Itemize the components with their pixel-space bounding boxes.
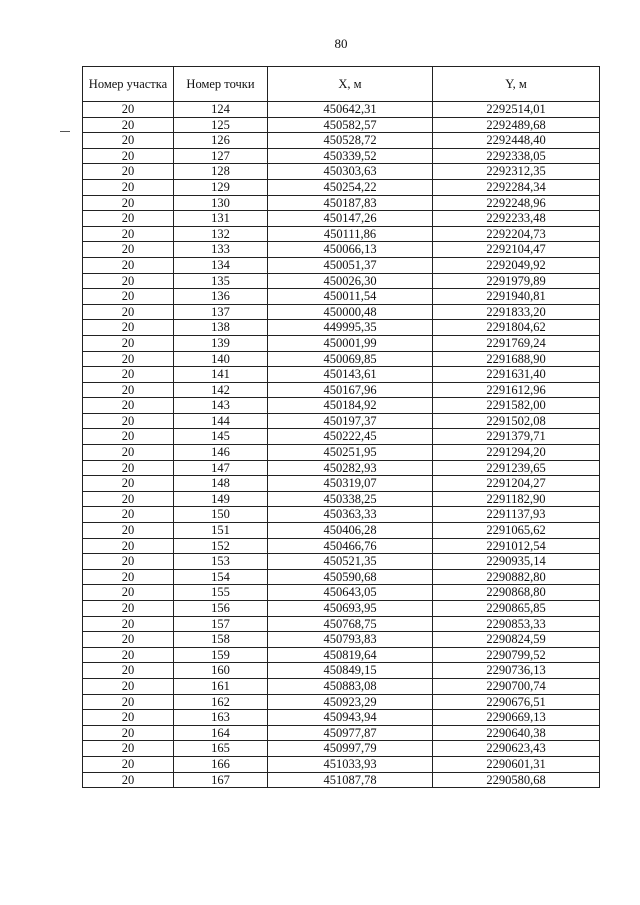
cell-y-coordinate: 2290853,33 — [433, 616, 600, 632]
cell-y-coordinate: 2291239,65 — [433, 460, 600, 476]
cell-plot-number: 20 — [83, 195, 174, 211]
cell-point-number: 165 — [174, 741, 268, 757]
cell-x-coordinate: 450026,30 — [268, 273, 433, 289]
cell-x-coordinate: 450819,64 — [268, 647, 433, 663]
cell-y-coordinate: 2291502,08 — [433, 413, 600, 429]
table-row — [83, 678, 600, 694]
page-number: 80 — [334, 36, 348, 51]
cell-point-number: 126 — [174, 133, 268, 149]
cell-point-number: 141 — [174, 367, 268, 383]
table-row — [83, 351, 600, 367]
cell-plot-number: 20 — [83, 320, 174, 336]
cell-plot-number: 20 — [83, 413, 174, 429]
cell-x-coordinate: 450590,68 — [268, 569, 433, 585]
cell-plot-number: 20 — [83, 460, 174, 476]
cell-plot-number: 20 — [83, 476, 174, 492]
cell-y-coordinate: 2292284,34 — [433, 179, 600, 195]
cell-point-number: 125 — [174, 117, 268, 133]
coordinates-table — [82, 66, 600, 788]
cell-plot-number: 20 — [83, 601, 174, 617]
cell-plot-number: 20 — [83, 616, 174, 632]
cell-y-coordinate: 2290640,38 — [433, 725, 600, 741]
cell-plot-number: 20 — [83, 367, 174, 383]
cell-plot-number: 20 — [83, 725, 174, 741]
cell-plot-number: 20 — [83, 756, 174, 772]
cell-plot-number: 20 — [83, 491, 174, 507]
cell-y-coordinate: 2290669,13 — [433, 710, 600, 726]
cell-point-number: 133 — [174, 242, 268, 258]
table-row — [83, 476, 600, 492]
cell-plot-number: 20 — [83, 148, 174, 164]
cell-x-coordinate: 450251,95 — [268, 445, 433, 461]
cell-point-number: 153 — [174, 554, 268, 570]
cell-y-coordinate: 2291137,93 — [433, 507, 600, 523]
cell-x-coordinate: 450069,85 — [268, 351, 433, 367]
cell-x-coordinate: 451033,93 — [268, 756, 433, 772]
table-row — [83, 398, 600, 414]
cell-x-coordinate: 450111,86 — [268, 226, 433, 242]
cell-y-coordinate: 2292049,92 — [433, 257, 600, 273]
table-row — [83, 554, 600, 570]
cell-x-coordinate: 450768,75 — [268, 616, 433, 632]
cell-plot-number: 20 — [83, 273, 174, 289]
cell-y-coordinate: 2291940,81 — [433, 289, 600, 305]
cell-y-coordinate: 2290935,14 — [433, 554, 600, 570]
cell-x-coordinate: 450643,05 — [268, 585, 433, 601]
cell-plot-number: 20 — [83, 585, 174, 601]
cell-plot-number: 20 — [83, 257, 174, 273]
cell-point-number: 157 — [174, 616, 268, 632]
cell-point-number: 138 — [174, 320, 268, 336]
cell-x-coordinate: 450406,28 — [268, 523, 433, 539]
cell-point-number: 127 — [174, 148, 268, 164]
cell-plot-number: 20 — [83, 304, 174, 320]
cell-plot-number: 20 — [83, 632, 174, 648]
cell-plot-number: 20 — [83, 678, 174, 694]
cell-y-coordinate: 2291631,40 — [433, 367, 600, 383]
cell-x-coordinate: 450466,76 — [268, 538, 433, 554]
header-x-coordinate: X, м — [268, 67, 433, 102]
cell-plot-number: 20 — [83, 445, 174, 461]
cell-x-coordinate: 450363,33 — [268, 507, 433, 523]
cell-plot-number: 20 — [83, 554, 174, 570]
cell-x-coordinate: 450339,52 — [268, 148, 433, 164]
cell-x-coordinate: 450303,63 — [268, 164, 433, 180]
cell-x-coordinate: 450923,29 — [268, 694, 433, 710]
cell-y-coordinate: 2292312,35 — [433, 164, 600, 180]
cell-point-number: 147 — [174, 460, 268, 476]
table-row — [83, 304, 600, 320]
cell-plot-number: 20 — [83, 382, 174, 398]
cell-x-coordinate: 450147,26 — [268, 211, 433, 227]
table-row — [83, 710, 600, 726]
table-row — [83, 273, 600, 289]
cell-point-number: 134 — [174, 257, 268, 273]
table-row — [83, 585, 600, 601]
cell-y-coordinate: 2292514,01 — [433, 102, 600, 118]
cell-point-number: 124 — [174, 102, 268, 118]
cell-x-coordinate: 450051,37 — [268, 257, 433, 273]
cell-y-coordinate: 2291012,54 — [433, 538, 600, 554]
table-row — [83, 507, 600, 523]
cell-point-number: 156 — [174, 601, 268, 617]
cell-plot-number: 20 — [83, 772, 174, 788]
cell-plot-number: 20 — [83, 523, 174, 539]
cell-point-number: 161 — [174, 678, 268, 694]
table-row — [83, 429, 600, 445]
cell-point-number: 132 — [174, 226, 268, 242]
table-row — [83, 445, 600, 461]
table-row — [83, 117, 600, 133]
table-row — [83, 491, 600, 507]
cell-point-number: 163 — [174, 710, 268, 726]
table-row — [83, 211, 600, 227]
cell-plot-number: 20 — [83, 694, 174, 710]
cell-x-coordinate: 450254,22 — [268, 179, 433, 195]
cell-plot-number: 20 — [83, 242, 174, 258]
table-row — [83, 460, 600, 476]
cell-point-number: 151 — [174, 523, 268, 539]
cell-point-number: 166 — [174, 756, 268, 772]
cell-plot-number: 20 — [83, 289, 174, 305]
cell-point-number: 160 — [174, 663, 268, 679]
cell-y-coordinate: 2290700,74 — [433, 678, 600, 694]
table-row — [83, 772, 600, 788]
cell-x-coordinate: 450528,72 — [268, 133, 433, 149]
cell-y-coordinate: 2290623,43 — [433, 741, 600, 757]
scan-mark — [60, 131, 70, 132]
cell-point-number: 149 — [174, 491, 268, 507]
cell-plot-number: 20 — [83, 117, 174, 133]
cell-y-coordinate: 2291204,27 — [433, 476, 600, 492]
cell-point-number: 144 — [174, 413, 268, 429]
cell-x-coordinate: 450977,87 — [268, 725, 433, 741]
cell-x-coordinate: 450642,31 — [268, 102, 433, 118]
table-row — [83, 647, 600, 663]
table-row — [83, 164, 600, 180]
table-row — [83, 335, 600, 351]
cell-x-coordinate: 450693,95 — [268, 601, 433, 617]
cell-y-coordinate: 2290736,13 — [433, 663, 600, 679]
table-row — [83, 226, 600, 242]
cell-plot-number: 20 — [83, 429, 174, 445]
cell-y-coordinate: 2290676,51 — [433, 694, 600, 710]
table-row — [83, 133, 600, 149]
cell-x-coordinate: 450167,96 — [268, 382, 433, 398]
cell-y-coordinate: 2292248,96 — [433, 195, 600, 211]
cell-y-coordinate: 2291804,62 — [433, 320, 600, 336]
cell-plot-number: 20 — [83, 538, 174, 554]
cell-plot-number: 20 — [83, 507, 174, 523]
cell-y-coordinate: 2292489,68 — [433, 117, 600, 133]
table-row — [83, 257, 600, 273]
table-row — [83, 289, 600, 305]
table-row — [83, 195, 600, 211]
cell-x-coordinate: 450282,93 — [268, 460, 433, 476]
cell-point-number: 152 — [174, 538, 268, 554]
cell-plot-number: 20 — [83, 663, 174, 679]
table-row — [83, 242, 600, 258]
table-row — [83, 179, 600, 195]
cell-point-number: 129 — [174, 179, 268, 195]
table-row — [83, 616, 600, 632]
cell-plot-number: 20 — [83, 179, 174, 195]
table-row — [83, 523, 600, 539]
cell-point-number: 167 — [174, 772, 268, 788]
cell-point-number: 139 — [174, 335, 268, 351]
cell-point-number: 136 — [174, 289, 268, 305]
cell-y-coordinate: 2290601,31 — [433, 756, 600, 772]
cell-point-number: 148 — [174, 476, 268, 492]
cell-y-coordinate: 2290580,68 — [433, 772, 600, 788]
cell-x-coordinate: 450143,61 — [268, 367, 433, 383]
cell-plot-number: 20 — [83, 211, 174, 227]
cell-point-number: 158 — [174, 632, 268, 648]
cell-point-number: 159 — [174, 647, 268, 663]
cell-x-coordinate: 451087,78 — [268, 772, 433, 788]
cell-x-coordinate: 450222,45 — [268, 429, 433, 445]
cell-point-number: 164 — [174, 725, 268, 741]
cell-plot-number: 20 — [83, 133, 174, 149]
cell-y-coordinate: 2291065,62 — [433, 523, 600, 539]
table-row — [83, 694, 600, 710]
table-row — [83, 569, 600, 585]
cell-plot-number: 20 — [83, 710, 174, 726]
cell-plot-number: 20 — [83, 226, 174, 242]
cell-x-coordinate: 450849,15 — [268, 663, 433, 679]
cell-plot-number: 20 — [83, 102, 174, 118]
cell-point-number: 150 — [174, 507, 268, 523]
cell-x-coordinate: 450187,83 — [268, 195, 433, 211]
table-row — [83, 367, 600, 383]
cell-point-number: 131 — [174, 211, 268, 227]
table-row — [83, 601, 600, 617]
cell-y-coordinate: 2291688,90 — [433, 351, 600, 367]
cell-x-coordinate: 450184,92 — [268, 398, 433, 414]
table-row — [83, 663, 600, 679]
cell-point-number: 142 — [174, 382, 268, 398]
cell-x-coordinate: 450997,79 — [268, 741, 433, 757]
cell-plot-number: 20 — [83, 647, 174, 663]
cell-y-coordinate: 2291612,96 — [433, 382, 600, 398]
cell-point-number: 162 — [174, 694, 268, 710]
table-row — [83, 725, 600, 741]
cell-y-coordinate: 2292104,47 — [433, 242, 600, 258]
cell-x-coordinate: 450197,37 — [268, 413, 433, 429]
cell-y-coordinate: 2291379,71 — [433, 429, 600, 445]
cell-y-coordinate: 2291979,89 — [433, 273, 600, 289]
cell-point-number: 128 — [174, 164, 268, 180]
cell-x-coordinate: 450793,83 — [268, 632, 433, 648]
cell-plot-number: 20 — [83, 164, 174, 180]
header-plot-number: Номер участка — [83, 67, 174, 102]
cell-y-coordinate: 2290865,85 — [433, 601, 600, 617]
cell-y-coordinate: 2291182,90 — [433, 491, 600, 507]
cell-x-coordinate: 450338,25 — [268, 491, 433, 507]
cell-plot-number: 20 — [83, 741, 174, 757]
cell-point-number: 154 — [174, 569, 268, 585]
header-point-number: Номер точки — [174, 67, 268, 102]
cell-plot-number: 20 — [83, 335, 174, 351]
cell-point-number: 143 — [174, 398, 268, 414]
cell-x-coordinate: 450319,07 — [268, 476, 433, 492]
table-row — [83, 741, 600, 757]
table-row — [83, 148, 600, 164]
cell-x-coordinate: 449995,35 — [268, 320, 433, 336]
cell-y-coordinate: 2292338,05 — [433, 148, 600, 164]
cell-y-coordinate: 2292204,73 — [433, 226, 600, 242]
cell-y-coordinate: 2290799,52 — [433, 647, 600, 663]
cell-x-coordinate: 450582,57 — [268, 117, 433, 133]
cell-y-coordinate: 2290824,59 — [433, 632, 600, 648]
cell-plot-number: 20 — [83, 398, 174, 414]
cell-y-coordinate: 2292233,48 — [433, 211, 600, 227]
cell-y-coordinate: 2291294,20 — [433, 445, 600, 461]
cell-y-coordinate: 2291582,00 — [433, 398, 600, 414]
cell-point-number: 146 — [174, 445, 268, 461]
cell-x-coordinate: 450001,99 — [268, 335, 433, 351]
table-row — [83, 413, 600, 429]
cell-x-coordinate: 450883,08 — [268, 678, 433, 694]
cell-x-coordinate: 450011,54 — [268, 289, 433, 305]
cell-point-number: 145 — [174, 429, 268, 445]
table-row — [83, 756, 600, 772]
cell-y-coordinate: 2290882,80 — [433, 569, 600, 585]
cell-x-coordinate: 450943,94 — [268, 710, 433, 726]
cell-point-number: 135 — [174, 273, 268, 289]
cell-y-coordinate: 2292448,40 — [433, 133, 600, 149]
cell-y-coordinate: 2291833,20 — [433, 304, 600, 320]
table-row — [83, 320, 600, 336]
header-y-coordinate: Y, м — [433, 67, 600, 102]
table-row — [83, 632, 600, 648]
cell-x-coordinate: 450000,48 — [268, 304, 433, 320]
cell-x-coordinate: 450066,13 — [268, 242, 433, 258]
table-row — [83, 382, 600, 398]
cell-point-number: 137 — [174, 304, 268, 320]
cell-point-number: 155 — [174, 585, 268, 601]
cell-plot-number: 20 — [83, 569, 174, 585]
cell-plot-number: 20 — [83, 351, 174, 367]
table-header-row — [83, 67, 600, 102]
cell-y-coordinate: 2290868,80 — [433, 585, 600, 601]
table-row — [83, 102, 600, 118]
cell-point-number: 140 — [174, 351, 268, 367]
cell-y-coordinate: 2291769,24 — [433, 335, 600, 351]
cell-point-number: 130 — [174, 195, 268, 211]
cell-x-coordinate: 450521,35 — [268, 554, 433, 570]
table-row — [83, 538, 600, 554]
table-body — [83, 102, 600, 788]
